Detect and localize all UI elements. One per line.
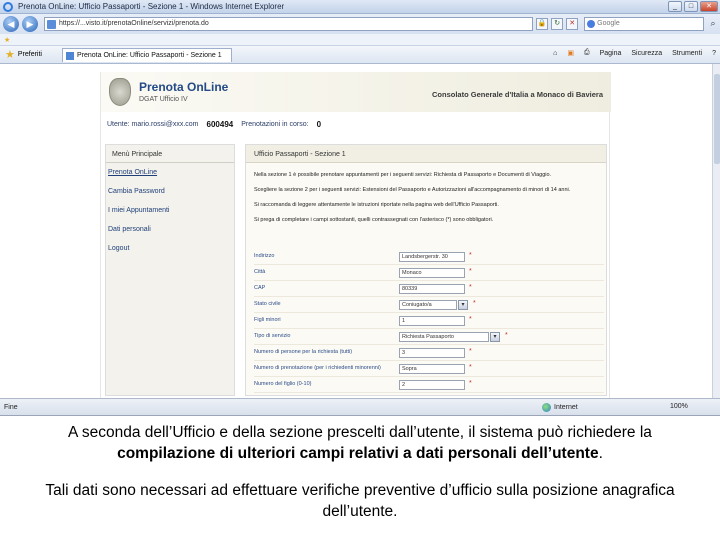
- user-number: 600494: [206, 120, 234, 129]
- feeds-icon[interactable]: ▣: [567, 50, 574, 57]
- menu-item[interactable]: Cambia Password: [108, 188, 165, 195]
- url-input[interactable]: [44, 17, 533, 31]
- panel-title: Ufficio Passaporti - Sezione 1: [246, 145, 606, 163]
- menu-title: Menù Principale: [106, 145, 234, 163]
- google-icon: [587, 20, 595, 28]
- form-row: [254, 265, 604, 281]
- form-row: [254, 361, 604, 377]
- instruction-text: Si raccomanda di leggere attentamente le istruzioni riportate nella pagina web dell'Ufficio Passaporti.: [254, 202, 499, 208]
- field-label: Numero di prenotazione (per i richiedenti minorenni): [254, 365, 381, 371]
- instruction-text: Scegliere la sezione 2 per i seguenti servizi: Estensioni del Passaporto e Autorizzazioni all'accompagnamento di minori di 14 anni.: [254, 187, 571, 193]
- instruction-text: Si prega di completare i campi sottostanti, quelli contrassegnati con l'asterisco (*) sono obbligatori.: [254, 217, 494, 223]
- vertical-scrollbar[interactable]: [712, 64, 720, 398]
- status-text: Fine: [4, 404, 18, 411]
- search-placeholder: Google: [597, 20, 620, 27]
- window-titlebar: [0, 0, 720, 14]
- search-input[interactable]: [584, 17, 704, 31]
- caption-line2: compilazione di ulteriori campi relativi a dati personali dell’utente: [117, 445, 599, 462]
- chevron-down-icon[interactable]: ▾: [490, 332, 500, 342]
- security-menu[interactable]: Sicurezza: [631, 49, 663, 57]
- favorites-add-icon[interactable]: ★: [4, 36, 11, 44]
- ie-logo-icon: [3, 2, 13, 12]
- required-marker: *: [469, 380, 472, 387]
- form-row: [254, 377, 604, 393]
- refresh-icon[interactable]: ↻: [551, 18, 563, 30]
- text-field[interactable]: Sopra: [399, 364, 465, 374]
- prenotazioni-label: Prenotazioni in corso:: [241, 121, 309, 128]
- caption-line2-end: .: [598, 445, 603, 462]
- slide-caption-2: [0, 480, 720, 522]
- menu-bar: [0, 34, 720, 46]
- required-marker: *: [469, 252, 472, 259]
- back-button[interactable]: ◀: [3, 16, 19, 32]
- side-menu: [105, 144, 235, 396]
- consulate-name: Consolato Generale d'Italia a Monaco di Baviera: [432, 90, 603, 99]
- scrollbar-thumb[interactable]: [714, 74, 720, 164]
- main-panel: [245, 144, 607, 396]
- form-row: [254, 249, 604, 265]
- lock-icon[interactable]: 🔒: [536, 18, 548, 30]
- text-field[interactable]: Monaco: [399, 268, 465, 278]
- chevron-down-icon[interactable]: ▾: [458, 300, 468, 310]
- text-field[interactable]: 1: [399, 316, 465, 326]
- url-text: https://...visto.it/prenotaOnline/servizi/prenota.do: [58, 20, 209, 27]
- tab-bar: [0, 46, 720, 64]
- menu-items: [106, 163, 234, 258]
- text-field[interactable]: 80339: [399, 284, 465, 294]
- required-marker: *: [469, 284, 472, 291]
- zone-indicator: [542, 403, 578, 412]
- zone-label: Internet: [554, 404, 578, 411]
- required-marker: *: [469, 364, 472, 371]
- stop-icon[interactable]: ✕: [566, 18, 578, 30]
- field-label: Numero del figlio (0-10): [254, 381, 312, 387]
- prenotazioni-count: 0: [316, 120, 322, 129]
- form-row: [254, 297, 604, 313]
- instructions: [246, 172, 606, 223]
- favorites-icon[interactable]: ★: [5, 49, 15, 61]
- tab-title: Prenota OnLine: Ufficio Passaporti - Sezione 1: [77, 51, 222, 59]
- form-row: [254, 329, 604, 345]
- field-label: Stato civile: [254, 301, 281, 307]
- menu-item[interactable]: Prenota OnLine: [108, 169, 158, 176]
- form-row: [254, 345, 604, 361]
- maximize-button[interactable]: □: [684, 1, 698, 12]
- menu-item[interactable]: I miei Appuntamenti: [108, 207, 170, 214]
- page-menu[interactable]: Pagina: [599, 49, 622, 57]
- field-label: Città: [254, 269, 266, 275]
- select-field[interactable]: Coniugato/a: [399, 300, 457, 310]
- required-marker: *: [473, 300, 476, 307]
- instruction-text: Nella sezione 1 è possibile prenotare appuntamenti per i seguenti servizi: Richiesta di Passaporto e Documenti di Viaggio.: [254, 172, 552, 178]
- forward-button[interactable]: ▶: [22, 16, 38, 32]
- caption-line1: A seconda dell’Ufficio e della sezione prescelti dall’utente, il sistema può richiedere la: [68, 424, 652, 441]
- field-label: Indirizzo: [254, 253, 275, 259]
- brand-subtitle: DGAT Ufficio IV: [139, 96, 188, 103]
- required-marker: *: [469, 268, 472, 275]
- print-icon[interactable]: ⎙: [583, 49, 590, 56]
- text-field[interactable]: 2: [399, 380, 465, 390]
- personal-data-form: [254, 249, 604, 393]
- globe-icon: [542, 403, 551, 412]
- tab-icon: [66, 52, 74, 60]
- page-icon: [47, 20, 56, 29]
- required-marker: *: [469, 348, 472, 355]
- window-title: Prenota OnLine: Ufficio Passaporti - Sezione 1 - Windows Internet Explorer: [18, 2, 285, 11]
- form-row: [254, 313, 604, 329]
- text-field[interactable]: 3: [399, 348, 465, 358]
- menu-item[interactable]: Logout: [108, 245, 130, 252]
- caption-para2: Tali dati sono necessari ad effettuare verifiche preventive d’ufficio sulla posizione anagrafica dell’utente.: [45, 482, 675, 520]
- page-viewport: [0, 64, 712, 398]
- field-label: Figli minori: [254, 317, 281, 323]
- status-bar: [0, 398, 720, 416]
- italian-emblem-icon: [109, 78, 131, 106]
- favorites-label[interactable]: Preferiti: [17, 51, 42, 58]
- zoom-level[interactable]: 100%: [670, 403, 688, 410]
- field-label: Numero di persone per la richiesta (tutti): [254, 349, 353, 355]
- tab-active[interactable]: [62, 48, 232, 62]
- help-menu[interactable]: ?: [712, 49, 716, 57]
- text-field[interactable]: Landsbergerstr. 30: [399, 252, 465, 262]
- field-label: Tipo di servizio: [254, 333, 291, 339]
- form-row: [254, 281, 604, 297]
- required-marker: *: [469, 316, 472, 323]
- address-bar: [0, 14, 720, 34]
- site-container: [100, 72, 610, 398]
- command-bar: [553, 49, 716, 57]
- menu-item[interactable]: Dati personali: [108, 226, 151, 233]
- search-icon[interactable]: ⌕: [710, 18, 716, 28]
- site-header: [101, 72, 611, 112]
- home-icon[interactable]: ⌂: [553, 49, 558, 57]
- required-marker: *: [505, 332, 508, 339]
- select-field[interactable]: Richiesta Passaporto: [399, 332, 489, 342]
- close-button[interactable]: ✕: [700, 1, 718, 12]
- user-label: Utente: mario.rossi@xxx.com: [107, 121, 199, 128]
- minimize-button[interactable]: _: [668, 1, 682, 12]
- user-info: [107, 120, 321, 129]
- brand-title: Prenota OnLine: [139, 80, 229, 94]
- slide-caption: [0, 422, 720, 464]
- tools-menu[interactable]: Strumenti: [672, 49, 703, 57]
- field-label: CAP: [254, 285, 266, 291]
- window-controls: [668, 1, 718, 12]
